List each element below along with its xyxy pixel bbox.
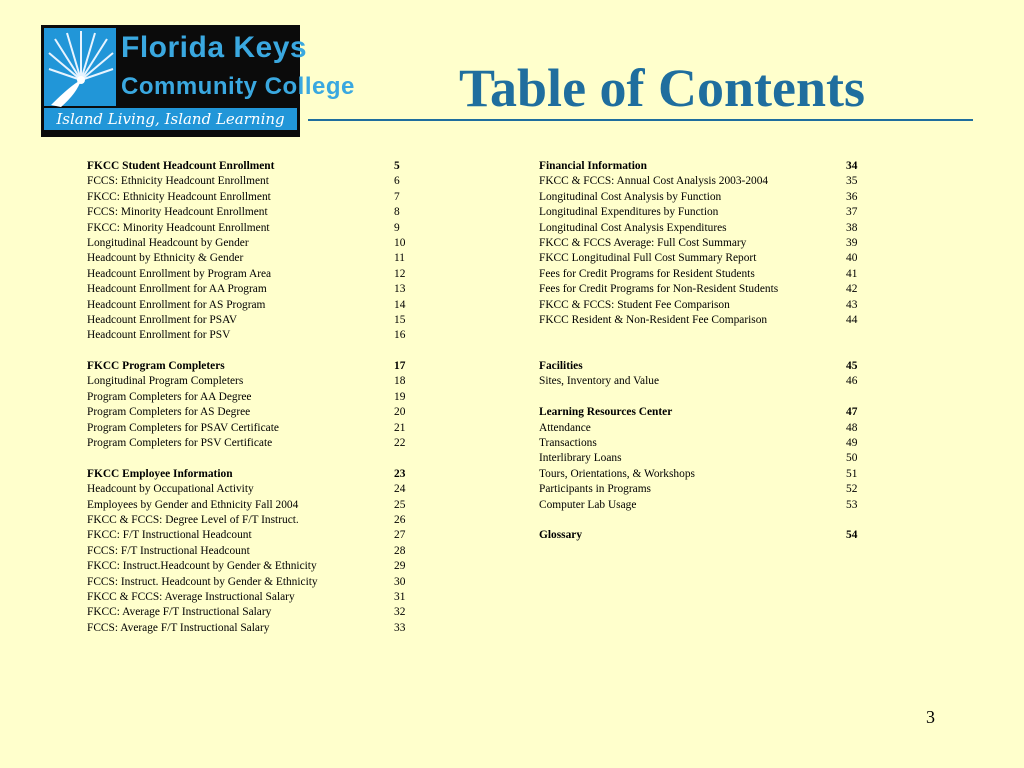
toc-entry [539,436,869,451]
toc-page-number: 24 [394,483,406,496]
toc-page-number: 34 [846,160,858,172]
toc-page-number: 6 [394,175,400,188]
slide-number: 3 [926,707,935,727]
toc-page-number: 8 [394,206,400,219]
toc-page-number: 47 [846,406,858,419]
toc-entry-label: Headcount Enrollment for PSV [87,329,231,342]
toc-entry-label: Headcount by Ethnicity & Gender [87,252,244,265]
toc-entry-label: Headcount by Occupational Activity [87,483,254,496]
toc-page-number: 22 [394,437,406,450]
toc-page-number: 43 [846,298,858,311]
toc-entry-label: Fees for Credit Programs for Resident Students [539,267,755,280]
toc-spacer [87,344,417,359]
toc-entry-label: Tours, Orientations, & Workshops [539,467,695,480]
toc-page-number: 54 [846,529,858,542]
toc-entry [87,421,417,436]
toc-entry-label: FKCC & FCCS: Average Instructional Salary [87,590,295,603]
toc-entry [87,328,417,343]
toc-section-heading [87,467,417,482]
toc-section-heading [87,159,417,174]
toc-entry [87,621,417,636]
toc-entry-label: FCCS: Instruct. Headcount by Gender & Ethnicity [87,575,318,588]
logo-line-2: Community College [121,73,355,100]
college-logo [41,25,355,137]
toc-page-number: 40 [846,252,858,265]
toc-entry [87,298,417,313]
toc-entry-label: Financial Information [539,160,647,172]
toc-entry [539,174,869,189]
toc-entry [87,374,417,389]
toc-entry-label: FKCC & FCCS: Annual Cost Analysis 2003-2004 [539,175,769,188]
toc-section-heading [539,159,869,174]
toc-entry [87,251,417,266]
toc-entry-label: Headcount Enrollment by Program Area [87,267,272,280]
toc-entry-label: Program Completers for AS Degree [87,406,251,419]
toc-page-number: 27 [394,529,406,542]
toc-entry-label: FKCC: Ethnicity Headcount Enrollment [87,190,271,203]
toc-entry-label: FCCS: Ethnicity Headcount Enrollment [87,175,269,188]
toc-section-heading [87,359,417,374]
toc-entry-label: FCCS: Average F/T Instructional Salary [87,621,270,634]
toc-page-number: 41 [846,267,858,280]
toc-page-number: 53 [846,498,858,511]
toc-page-number: 46 [846,375,858,388]
toc-entry-label: Longitudinal Headcount by Gender [87,236,249,249]
toc-entry-label: Employees by Gender and Ethnicity Fall 2004 [87,498,299,511]
toc-entry-label: Fees for Credit Programs for Non-Resident Students [539,283,779,296]
toc-entry [87,174,417,189]
toc-page-number: 26 [394,513,406,526]
toc-right-column [539,159,869,544]
toc-entry-label: Program Completers for PSV Certificate [87,437,273,450]
toc-entry [539,451,869,466]
toc-entry [539,298,869,313]
toc-spacer [539,390,869,405]
toc-entry [87,221,417,236]
toc-page-number: 25 [394,498,406,511]
toc-entry-label: FCCS: Minority Headcount Enrollment [87,206,268,219]
toc-entry-label: Longitudinal Program Completers [87,375,244,388]
toc-entry-label: Participants in Programs [539,483,651,496]
toc-entry [539,498,869,513]
toc-entry-label: FKCC Student Headcount Enrollment [87,160,275,172]
toc-entry [87,528,417,543]
toc-page-number: 11 [394,252,405,265]
toc-page-number: 49 [846,437,858,450]
toc-page-number: 42 [846,283,858,296]
toc-entry-label: Sites, Inventory and Value [539,375,660,388]
toc-entry [87,498,417,513]
toc-page-number: 13 [394,283,406,296]
toc-entry [87,405,417,420]
toc-section-heading [539,405,869,420]
toc-entry-label: Interlibrary Loans [539,452,622,465]
toc-page-number: 32 [394,606,406,619]
toc-page-number: 10 [394,236,406,249]
toc-page-number: 38 [846,221,858,234]
toc-entry-label: FKCC & FCCS: Degree Level of F/T Instruct. [87,513,299,526]
toc-entry [87,313,417,328]
toc-page-number: 18 [394,375,406,388]
toc-entry-label: Transactions [539,437,597,450]
toc-entry [87,436,417,451]
toc-entry-label: FKCC: Average F/T Instructional Salary [87,606,272,619]
toc-left-column [87,159,417,636]
toc-spacer [539,513,869,528]
toc-entry [87,236,417,251]
toc-page-number: 52 [846,483,858,496]
toc-entry [87,559,417,574]
toc-page-number: 48 [846,421,858,434]
toc-entry [539,205,869,220]
toc-entry [87,544,417,559]
toc-page-number: 14 [394,298,406,311]
toc-entry-label: FKCC & FCCS: Student Fee Comparison [539,298,730,311]
logo-line-1: Florida Keys [121,31,308,64]
toc-page-number: 7 [394,190,400,203]
toc-entry-label: FKCC: F/T Instructional Headcount [87,529,252,542]
toc-entry-label: Longitudinal Cost Analysis Expenditures [539,221,727,234]
toc-page-number: 19 [394,390,406,403]
toc-entry [539,313,869,328]
toc-page-number: 5 [394,160,400,172]
toc-entry-label: FKCC: Minority Headcount Enrollment [87,221,270,234]
toc-page-number: 29 [394,560,406,573]
toc-entry [539,251,869,266]
toc-spacer [539,328,869,359]
toc-entry [87,482,417,497]
toc-entry-label: Program Completers for AA Degree [87,390,252,403]
toc-entry [87,390,417,405]
toc-page-number: 28 [394,544,406,557]
toc-entry-label: Facilities [539,360,583,373]
toc-page-number: 17 [394,360,406,373]
toc-entry-label: FKCC & FCCS Average: Full Cost Summary [539,236,747,249]
toc-entry [87,513,417,528]
toc-entry [539,482,869,497]
toc-entry-label: Headcount Enrollment for AA Program [87,283,267,296]
toc-entry-label: FKCC: Instruct.Headcount by Gender & Ethnicity [87,560,317,573]
toc-page-number: 50 [846,452,858,465]
toc-page-number: 33 [394,621,406,634]
toc-page-number: 37 [846,206,858,219]
toc-entry [87,605,417,620]
toc-entry-label: Computer Lab Usage [539,498,637,511]
toc-page-number: 31 [394,590,406,603]
toc-page-number: 20 [394,406,406,419]
toc-entry-label: FKCC Longitudinal Full Cost Summary Report [539,252,757,265]
toc-entry [539,421,869,436]
page-title: Table of Contents [458,58,866,118]
toc-entry [87,590,417,605]
logo-tagline: Island Living, Island Learning [44,108,297,130]
toc-entry [539,467,869,482]
toc-entry-label: FKCC Resident & Non-Resident Fee Comparison [539,313,768,326]
toc-entry-label: Longitudinal Expenditures by Function [539,206,719,219]
toc-page-number: 36 [846,190,858,203]
toc-page-number: 35 [846,175,858,188]
toc-page-number: 51 [846,467,858,480]
toc-page-number: 9 [394,221,400,234]
toc-entry-label: FCCS: F/T Instructional Headcount [87,544,250,557]
title-underline [308,119,973,121]
toc-entry-label: Headcount Enrollment for PSAV [87,313,238,326]
toc-entry-label: FKCC Employee Information [87,467,233,480]
toc-entry [87,190,417,205]
toc-entry-label: FKCC Program Completers [87,360,225,373]
toc-entry [539,236,869,251]
toc-page-number: 23 [394,467,406,480]
toc-page-number: 12 [394,267,406,280]
toc-section-heading [539,359,869,374]
toc-entry [87,205,417,220]
toc-page-number: 30 [394,575,406,588]
toc-entry [87,267,417,282]
toc-page-number: 45 [846,360,858,373]
toc-entry [87,575,417,590]
toc-page-number: 39 [846,236,858,249]
toc-entry [539,374,869,389]
toc-entry-label: Program Completers for PSAV Certificate [87,421,279,434]
toc-page-number: 44 [846,313,858,326]
toc-entry [539,282,869,297]
toc-spacer [87,451,417,466]
toc-entry [539,221,869,236]
toc-page-number: 15 [394,313,406,326]
toc-page-number: 21 [394,421,406,434]
toc-entry [539,190,869,205]
toc-entry-label: Attendance [539,421,591,434]
toc-entry-label: Glossary [539,529,583,542]
toc-entry-label: Headcount Enrollment for AS Program [87,298,266,311]
toc-entry-label: Longitudinal Cost Analysis by Function [539,190,722,203]
toc-section-heading [539,528,869,543]
toc-page-number: 16 [394,329,406,342]
toc-entry [87,282,417,297]
toc-entry-label: Learning Resources Center [539,406,673,419]
toc-entry [539,267,869,282]
